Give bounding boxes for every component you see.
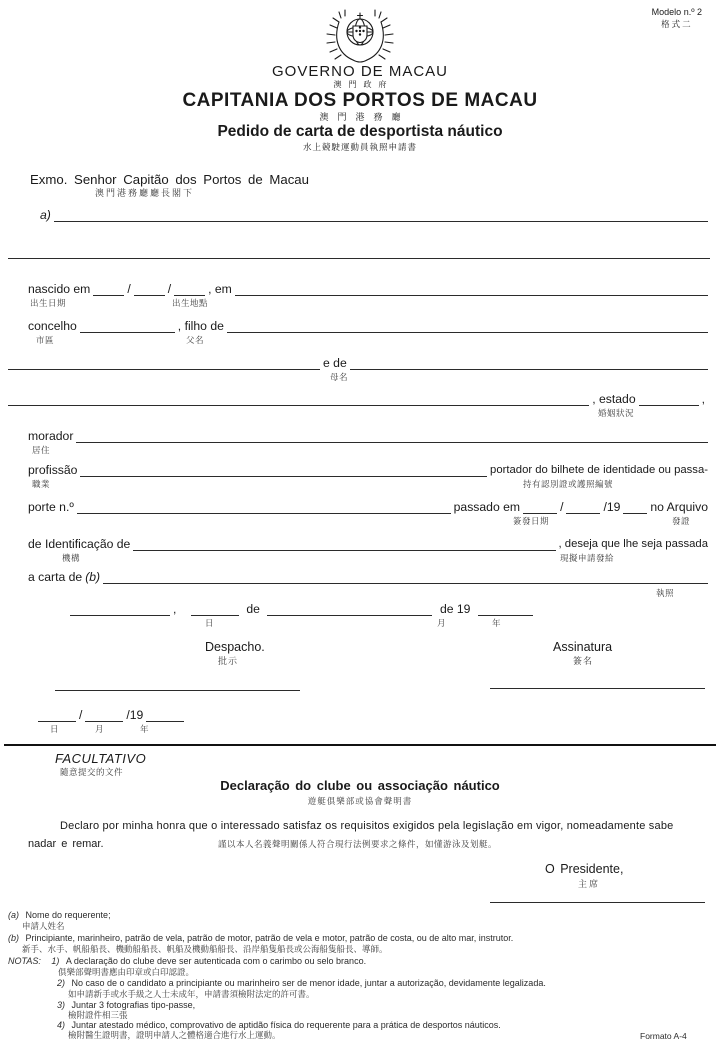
day-label-zh: 日 bbox=[205, 618, 215, 628]
birth-day-blank bbox=[93, 280, 124, 296]
footnote-a-marker: (a) bbox=[8, 910, 19, 920]
id-office-label: de Identificação de bbox=[28, 537, 131, 551]
date-separator: / bbox=[79, 708, 83, 722]
birthplace-label-zh: 出生地點 bbox=[172, 298, 209, 308]
note-1-marker: 1) bbox=[51, 956, 60, 966]
father-name-label: , filho de bbox=[177, 319, 224, 333]
note-2-text: No caso de o candidato a principiante ou marinheiro ser de menor idade, juntar a autorização, devidamente legalizada. bbox=[71, 978, 546, 988]
paper-format-label: Formato A-4 bbox=[640, 1031, 687, 1041]
note-4-zh: 檢附醫生證明書，證明申請人之體格適合進行水上運動。 bbox=[68, 1030, 281, 1040]
address-blank bbox=[76, 427, 708, 443]
field-row-address bbox=[28, 427, 708, 443]
mother-name-label: e de bbox=[323, 356, 347, 370]
address-label: morador bbox=[28, 429, 74, 443]
footnote-a-reference: a) bbox=[40, 208, 51, 222]
note-4 bbox=[57, 1021, 501, 1030]
portuguese-coat-of-arms-icon bbox=[317, 8, 403, 64]
salutation: Exmo. Senhor Capitão dos Portos de Macau bbox=[30, 172, 309, 187]
of-19-label: de 19 bbox=[439, 602, 471, 616]
footnote-a-zh: 申請人姓名 bbox=[22, 921, 65, 931]
birthplace-blank bbox=[235, 280, 708, 296]
birthdate-label: nascido em bbox=[28, 282, 91, 296]
note-3-text: Juntar 3 fotografias tipo-passe, bbox=[71, 1000, 196, 1010]
note-1-zh: 俱樂部聲明書應由印章或白印認證。 bbox=[58, 967, 195, 977]
request-issue-label-zh: 現擬申請發給 bbox=[560, 553, 615, 563]
note-2-zh: 如申請新手或水手級之人士未成年，申請書須檢附法定的許可書。 bbox=[68, 989, 315, 999]
signature-label: Assinatura bbox=[553, 640, 613, 654]
issued-on-label: passado em bbox=[453, 500, 521, 514]
marital-status-label: , estado bbox=[592, 392, 636, 406]
birthplace-label: , em bbox=[208, 282, 232, 296]
field-row-id-office bbox=[28, 535, 708, 551]
club-declaration-title-zh: 遊艇俱樂部或協會聲明書 bbox=[307, 796, 413, 806]
issue-month-blank bbox=[566, 498, 600, 514]
mother-name-blank bbox=[350, 354, 708, 370]
facultativo-heading: FACULTATIVO bbox=[55, 751, 147, 766]
footnote-a-text: Nome do requerente; bbox=[25, 910, 111, 920]
footnote-b-text: Principiante, marinheiro, patrão de vela, patrão de motor, patrão de vela e motor, patrão de costa, ou de alto mar, instrutor. bbox=[25, 933, 514, 943]
marital-status-blank bbox=[639, 390, 699, 406]
trailing-comma: , bbox=[701, 392, 705, 406]
note-2-marker: 2) bbox=[57, 978, 66, 988]
id-number-label: porte n.º bbox=[28, 500, 74, 514]
despatch-label: Despacho. bbox=[205, 640, 265, 654]
president-label-zh: 主席 bbox=[578, 879, 601, 889]
field-row-despatch-date bbox=[38, 706, 184, 722]
note-3-marker: 3) bbox=[57, 1000, 66, 1010]
year-label-zh: 年 bbox=[492, 618, 502, 628]
club-declaration-title: Declaração do clube ou associação náutico bbox=[220, 778, 500, 793]
declaration-body-zh: 謹以本人名義聲明關係人符合現行法例要求之條件，如懂游泳及划艇。 bbox=[218, 839, 498, 849]
note-2 bbox=[57, 979, 546, 988]
field-row-licence-type bbox=[28, 568, 708, 584]
section-divider bbox=[4, 744, 716, 746]
president-label: O Presidente, bbox=[545, 862, 624, 876]
issue-year-blank bbox=[623, 498, 647, 514]
archive-label-zh: 發證 bbox=[672, 516, 691, 526]
concelho-label-zh: 市區 bbox=[36, 335, 55, 345]
note-3-zh: 檢附證件相三張 bbox=[68, 1010, 128, 1020]
birthdate-label-zh: 出生日期 bbox=[30, 298, 67, 308]
id-office-blank bbox=[133, 535, 555, 551]
year-19-prefix: /19 bbox=[126, 708, 144, 722]
place-blank bbox=[70, 600, 170, 616]
field-row-birth bbox=[28, 280, 708, 296]
facultativo-heading-zh: 隨意提交的文件 bbox=[60, 767, 124, 777]
of-label: de bbox=[246, 602, 260, 616]
declaration-body-line2: nadar e remar. bbox=[28, 838, 104, 850]
note-1 bbox=[8, 957, 366, 966]
field-row-marital-status bbox=[8, 390, 708, 406]
salutation-zh: 澳門港務廳廳長閣下 bbox=[95, 188, 195, 198]
note-1-text: A declaração do clube deve ser autenticada com o carimbo ou selo branco. bbox=[65, 956, 367, 966]
despatch-signature-line bbox=[55, 690, 300, 691]
id-holder-label: portador do bilhete de identidade ou passa- bbox=[490, 464, 708, 476]
capitania-title-zh: 澳門港務廳 bbox=[319, 112, 410, 122]
despatch-year-blank bbox=[146, 706, 184, 722]
date-separator: / bbox=[127, 282, 131, 296]
father-name-blank bbox=[227, 317, 708, 333]
year-19-prefix: /19 bbox=[603, 500, 621, 514]
declaration-body-line1: Declaro por minha honra que o interessado satisfaz os requisitos exigidos pela legislação em vigor, nomeadamente sabe bbox=[60, 820, 674, 832]
archive-label: no Arquivo bbox=[650, 500, 708, 514]
despatch-month-zh: 月 bbox=[95, 724, 105, 734]
profession-label-zh: 職業 bbox=[32, 479, 51, 489]
comma-separator: , bbox=[173, 602, 177, 616]
modelo-number-pt: Modelo n.º 2 bbox=[651, 7, 702, 17]
profession-label: profissão bbox=[28, 463, 78, 477]
footnote-b-marker: (b) bbox=[8, 933, 19, 943]
note-4-text: Juntar atestado médico, comprovativo de aptidão física do requerente para a prática de desportos náuticos. bbox=[71, 1020, 501, 1030]
note-4-marker: 4) bbox=[57, 1020, 66, 1030]
applicant-name-continuation-blank bbox=[8, 258, 710, 259]
marital-status-label-zh: 婚姻狀況 bbox=[598, 408, 635, 418]
issue-day-blank bbox=[523, 498, 557, 514]
despatch-month-blank bbox=[85, 706, 123, 722]
licence-label: a carta de bbox=[28, 570, 83, 584]
concelho-label: concelho bbox=[28, 319, 77, 333]
profession-blank bbox=[80, 461, 487, 477]
concelho-blank bbox=[80, 317, 175, 333]
birth-year-blank bbox=[174, 280, 205, 296]
mother-name-label-zh: 母名 bbox=[330, 372, 349, 382]
footnote-b-reference: (b) bbox=[85, 570, 101, 584]
despatch-year-zh: 年 bbox=[140, 724, 150, 734]
licence-label-zh: 執照 bbox=[656, 588, 675, 598]
government-name-zh: 澳門政府 bbox=[333, 80, 394, 89]
president-signature-line bbox=[490, 902, 705, 903]
birth-month-blank bbox=[134, 280, 165, 296]
modelo-number-zh: 格式二 bbox=[661, 18, 693, 29]
footnote-a bbox=[8, 911, 111, 920]
request-issue-label: , deseja que lhe seja passada bbox=[558, 538, 708, 550]
signature-label-zh: 簽名 bbox=[573, 656, 594, 666]
id-office-label-zh: 機構 bbox=[62, 553, 81, 563]
mother-name-continuation-blank bbox=[8, 390, 589, 406]
year-blank bbox=[478, 600, 533, 616]
month-blank bbox=[267, 600, 432, 616]
id-number-blank bbox=[77, 498, 451, 514]
issued-on-label-zh: 簽發日期 bbox=[513, 516, 550, 526]
month-label-zh: 月 bbox=[437, 618, 447, 628]
note-3 bbox=[57, 1001, 195, 1010]
government-name: GOVERNO DE MACAU bbox=[271, 63, 449, 80]
notas-label: NOTAS: bbox=[8, 956, 41, 966]
field-row-id-number bbox=[28, 498, 708, 514]
day-blank bbox=[191, 600, 239, 616]
footnote-b-zh: 新手、水手、帆船船長、機動船船長、帆船及機動船船長、沿岸船隻船長或公海船隻船長、導師。 bbox=[22, 944, 388, 954]
date-separator: / bbox=[167, 282, 172, 296]
despatch-day-blank bbox=[38, 706, 76, 722]
capitania-title: CAPITANIA DOS PORTOS DE MACAU bbox=[182, 90, 538, 111]
footnote-b bbox=[8, 934, 513, 943]
applicant-name-blank bbox=[54, 206, 708, 222]
applicant-signature-line bbox=[490, 688, 705, 689]
father-name-continuation-blank bbox=[8, 354, 320, 370]
licence-type-blank bbox=[103, 568, 708, 584]
field-row-concelho bbox=[28, 317, 708, 333]
form-title-zh: 水上競駛運動員執照申請書 bbox=[302, 142, 417, 152]
field-row-applicant-name bbox=[40, 206, 708, 222]
field-row-mother bbox=[8, 354, 708, 370]
despatch-day-zh: 日 bbox=[50, 724, 60, 734]
date-separator: / bbox=[560, 500, 564, 514]
form-title: Pedido de carta de desportista náutico bbox=[217, 123, 503, 140]
despatch-label-zh: 批示 bbox=[218, 656, 239, 666]
address-label-zh: 居住 bbox=[32, 445, 51, 455]
id-holder-label-zh: 持有認別證或護照編號 bbox=[523, 479, 614, 489]
form-model-number bbox=[652, 6, 702, 30]
field-row-signature-date bbox=[70, 600, 533, 616]
father-name-label-zh: 父名 bbox=[186, 335, 205, 345]
field-row-profession bbox=[28, 461, 708, 477]
